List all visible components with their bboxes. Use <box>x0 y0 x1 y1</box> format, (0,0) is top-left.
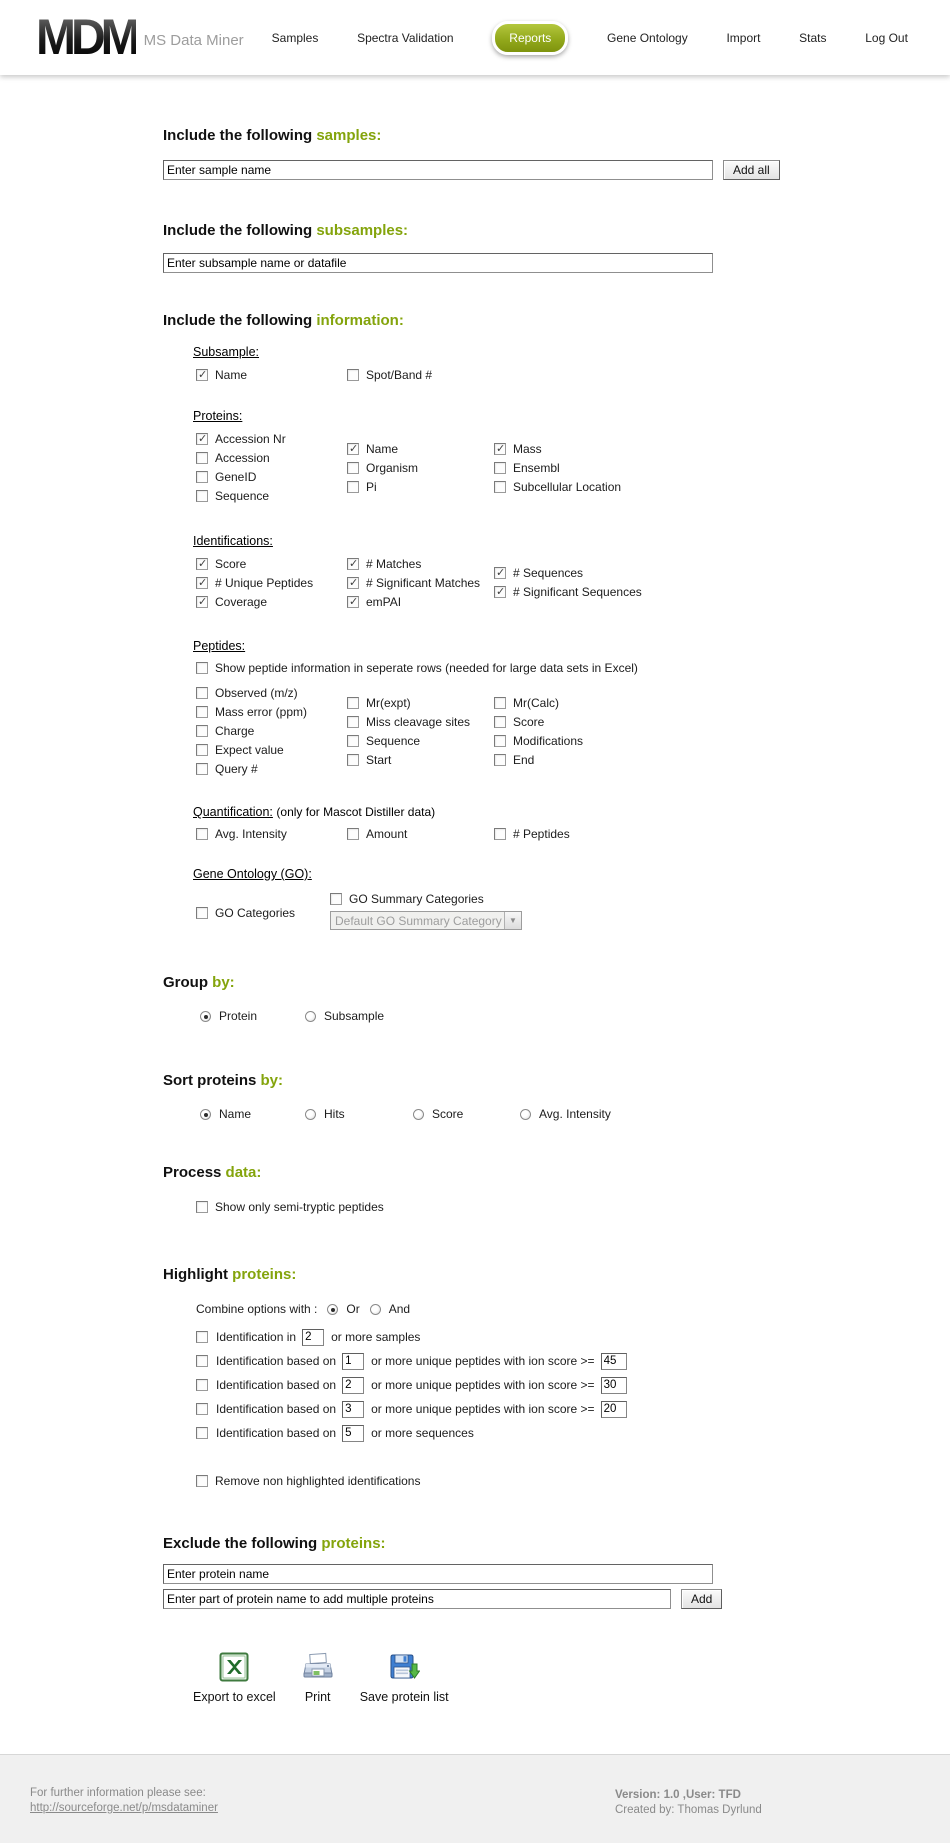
checkbox-box <box>196 1201 208 1213</box>
checkbox-label: # Matches <box>366 556 422 571</box>
exclude-heading: Exclude the following proteins: <box>163 1535 386 1552</box>
checkbox-box <box>196 907 208 919</box>
highlight-peptide-count-input[interactable] <box>342 1353 364 1370</box>
combine-options-row <box>196 1302 950 1316</box>
footer-info-line: For further information please see: <box>30 1787 206 1799</box>
checkbox-label: Mr(Calc) <box>513 695 559 710</box>
checkbox-amount[interactable] <box>347 824 494 843</box>
checkbox-sequences[interactable] <box>494 563 950 582</box>
checkbox-mass-error[interactable] <box>196 702 347 721</box>
checkbox-box <box>196 471 208 483</box>
sort-by-heading: Sort proteins by: <box>163 1072 284 1089</box>
radio-sort-hits[interactable] <box>305 1107 413 1121</box>
checkbox-spot-band[interactable] <box>347 365 494 384</box>
highlight-peptide-count-input[interactable] <box>342 1401 364 1418</box>
combine-options-label: Combine options with : <box>196 1302 318 1316</box>
radio-label: Avg. Intensity <box>539 1107 611 1121</box>
checkbox-box[interactable] <box>196 1331 208 1343</box>
group-subsample <box>193 345 950 384</box>
checkbox-organism[interactable] <box>347 458 494 477</box>
checkbox-expect-value[interactable] <box>196 740 347 759</box>
radio-group-subsample[interactable] <box>305 1009 384 1023</box>
checkbox-mr-calc[interactable] <box>494 693 950 712</box>
checkbox-box[interactable] <box>196 1379 208 1391</box>
highlight-ion-score-input[interactable] <box>601 1353 627 1370</box>
checkbox-label: Accession <box>215 450 270 465</box>
save-icon <box>388 1652 420 1687</box>
checkbox-label: Avg. Intensity <box>215 826 287 841</box>
checkbox-box <box>196 452 208 464</box>
checkbox-accession[interactable] <box>196 448 347 467</box>
checkbox-label: GO Categories <box>215 905 296 920</box>
checkbox-box <box>347 697 359 709</box>
action-label: Print <box>304 1690 331 1704</box>
checkbox-label: Sequence <box>366 733 421 748</box>
checkbox-box <box>494 716 506 728</box>
checkbox-label: Expect value <box>215 742 284 757</box>
checkbox-box <box>494 567 506 579</box>
checkbox-label: Modifications <box>513 733 584 748</box>
action-buttons <box>193 1652 950 1704</box>
checkbox-protein-name[interactable] <box>347 439 494 458</box>
checkbox-significant-sequences[interactable] <box>494 582 950 601</box>
group-subsample-title: Subsample: <box>193 345 260 359</box>
checkbox-box <box>196 828 208 840</box>
checkbox-box <box>347 462 359 474</box>
chevron-down-icon: ▼ <box>504 912 521 929</box>
checkbox-label: Ensembl <box>513 460 560 475</box>
checkbox-label: Pi <box>366 479 377 494</box>
checkbox-box <box>196 577 208 589</box>
checkbox-label: Mr(expt) <box>366 695 411 710</box>
radio-icon <box>305 1011 316 1022</box>
add-all-button[interactable]: Add all <box>723 160 780 180</box>
subsample-name-input[interactable] <box>163 253 713 273</box>
group-peptides-title: Peptides: <box>193 639 246 653</box>
samples-heading: Include the following samples: <box>163 127 382 144</box>
sort-by-options <box>200 1107 950 1121</box>
radio-group-protein[interactable] <box>200 1009 305 1023</box>
checkbox-label: Show only semi-tryptic peptides <box>215 1199 384 1214</box>
checkbox-score[interactable] <box>196 554 347 573</box>
highlight-row-sequences: Identification based on 5 or more sequences <box>196 1421 950 1445</box>
highlight-sequence-count-input[interactable] <box>342 1425 364 1442</box>
checkbox-box <box>196 706 208 718</box>
export-to-excel-button[interactable] <box>193 1652 276 1704</box>
checkbox-geneid[interactable] <box>196 467 347 486</box>
add-button[interactable]: Add <box>681 1589 722 1609</box>
checkbox-unique-peptides[interactable] <box>196 573 347 592</box>
checkbox-label: Miss cleavage sites <box>366 714 471 729</box>
checkbox-peptide-sequence[interactable] <box>347 731 494 750</box>
nav-stats[interactable]: Stats <box>799 30 827 45</box>
checkbox-box[interactable] <box>196 1403 208 1415</box>
checkbox-num-peptides[interactable] <box>494 824 950 843</box>
checkbox-accession-nr[interactable] <box>196 429 347 448</box>
checkbox-go-categories[interactable] <box>196 903 330 922</box>
checkbox-label: Coverage <box>215 594 268 609</box>
radio-sort-score[interactable] <box>413 1107 520 1121</box>
checkbox-charge[interactable] <box>196 721 347 740</box>
save-protein-list-button[interactable] <box>360 1652 449 1704</box>
checkbox-label: # Peptides <box>513 826 570 841</box>
checkbox-label: Observed (m/z) <box>215 685 298 700</box>
checkbox-box <box>347 735 359 747</box>
radio-label: Name <box>219 1107 252 1121</box>
checkbox-label: Start <box>366 752 392 767</box>
checkbox-label: # Significant Matches <box>366 575 481 590</box>
checkbox-mass[interactable] <box>494 439 950 458</box>
highlight-rows <box>196 1325 950 1445</box>
group-identifications-title: Identifications: <box>193 534 273 548</box>
radio-sort-name[interactable] <box>200 1107 305 1121</box>
go-summary-select-value: Default GO Summary Category <box>335 913 502 928</box>
radio-label: And <box>388 1302 411 1316</box>
checkbox-label: Mass <box>513 441 542 456</box>
radio-icon <box>327 1304 338 1315</box>
checkbox-label: End <box>513 752 535 767</box>
radio-label: Hits <box>324 1107 345 1121</box>
checkbox-box <box>347 754 359 766</box>
action-label: Export to excel <box>193 1690 276 1704</box>
checkbox-subsample-name[interactable] <box>196 365 347 384</box>
highlight-row-peptides-20: Identification based on 3 or more unique peptides with ion score >= 20 <box>196 1397 950 1421</box>
checkbox-box <box>196 369 208 381</box>
checkbox-end[interactable] <box>494 750 950 769</box>
checkbox-protein-sequence[interactable] <box>196 486 347 505</box>
checkbox-label: # Sequences <box>513 565 584 580</box>
action-label: Save protein list <box>359 1690 449 1704</box>
checkbox-label: Query # <box>215 761 258 776</box>
checkbox-pi[interactable] <box>347 477 494 496</box>
checkbox-start[interactable] <box>347 750 494 769</box>
checkbox-label: Mass error (ppm) <box>215 704 308 719</box>
group-by-options <box>200 1009 950 1023</box>
header <box>0 0 950 75</box>
group-gene-ontology-title: Gene Ontology (GO): <box>193 867 312 881</box>
process-data-heading: Process data: <box>163 1164 262 1181</box>
nav-import[interactable]: Import <box>726 30 761 45</box>
exclude-protein-partial-input[interactable] <box>163 1589 671 1609</box>
checkbox-peptide-score[interactable] <box>494 712 950 731</box>
checkbox-box <box>196 433 208 445</box>
checkbox-matches[interactable] <box>347 554 494 573</box>
checkbox-subcellular-location[interactable] <box>494 477 950 496</box>
checkbox-significant-matches[interactable] <box>347 573 494 592</box>
printer-icon <box>302 1652 334 1687</box>
content <box>0 75 950 1704</box>
footer <box>0 1754 950 1843</box>
nav-reports[interactable]: Reports <box>492 21 568 55</box>
footer-meta <box>615 1788 762 1818</box>
group-quantification <box>193 805 950 843</box>
highlight-row-samples: Identification in 2 or more samples <box>196 1325 950 1349</box>
group-gene-ontology <box>193 867 950 930</box>
nav-gene-ontology[interactable]: Gene Ontology <box>607 30 688 45</box>
radio-icon <box>305 1109 316 1120</box>
radio-combine-and[interactable] <box>370 1302 410 1316</box>
group-peptides <box>193 639 950 778</box>
highlight-samples-count-input[interactable] <box>302 1329 324 1346</box>
checkbox-box <box>196 725 208 737</box>
checkbox-box <box>494 828 506 840</box>
mdm-logo: MDM <box>36 9 136 65</box>
checkbox-empai[interactable] <box>347 592 494 611</box>
highlight-ion-score-input[interactable] <box>601 1401 627 1418</box>
footer-created-by: Created by: Thomas Dyrlund <box>615 1804 762 1816</box>
checkbox-label: Accession Nr <box>215 431 286 446</box>
samples-input-row <box>163 160 950 180</box>
checkbox-box <box>494 443 506 455</box>
exclude-protein-input[interactable] <box>163 1564 713 1584</box>
go-summary-select[interactable] <box>330 911 522 930</box>
checkbox-box <box>347 558 359 570</box>
footer-info <box>30 1786 218 1816</box>
highlight-heading: Highlight proteins: <box>163 1266 297 1283</box>
checkbox-box[interactable] <box>196 1355 208 1367</box>
checkbox-miss-cleavage[interactable] <box>347 712 494 731</box>
checkbox-ensembl[interactable] <box>494 458 950 477</box>
nav-spectra-validation[interactable]: Spectra Validation <box>357 30 454 45</box>
highlight-row-peptides-45: Identification based on 1 or more unique peptides with ion score >= 45 <box>196 1349 950 1373</box>
checkbox-box <box>347 369 359 381</box>
checkbox-box <box>494 697 506 709</box>
checkbox-query[interactable] <box>196 759 347 778</box>
checkbox-box <box>196 763 208 775</box>
highlight-peptide-count-input[interactable] <box>342 1377 364 1394</box>
radio-sort-avg-intensity[interactable] <box>520 1107 611 1121</box>
checkbox-box <box>494 735 506 747</box>
checkbox-box <box>494 586 506 598</box>
checkbox-box <box>347 443 359 455</box>
radio-icon <box>413 1109 424 1120</box>
subsamples-input-row <box>163 253 950 273</box>
radio-icon <box>370 1304 381 1315</box>
excel-icon <box>219 1652 249 1687</box>
checkbox-label: Spot/Band # <box>366 367 433 382</box>
information-heading: Include the following information: <box>163 312 404 329</box>
group-proteins-title: Proteins: <box>193 409 243 423</box>
checkbox-box <box>347 828 359 840</box>
checkbox-box <box>196 744 208 756</box>
nav-logout[interactable]: Log Out <box>865 30 908 45</box>
checkbox-box <box>330 893 342 905</box>
checkbox-label: Amount <box>366 826 408 841</box>
checkbox-semi-tryptic[interactable] <box>196 1197 950 1216</box>
radio-icon <box>520 1109 531 1120</box>
checkbox-avg-intensity[interactable] <box>196 824 347 843</box>
checkbox-remove-non-highlighted[interactable] <box>196 1471 950 1490</box>
radio-label: Subsample <box>324 1009 385 1023</box>
checkbox-label: GeneID <box>215 469 257 484</box>
checkbox-box <box>196 662 208 674</box>
checkbox-box <box>494 481 506 493</box>
checkbox-box <box>494 462 506 474</box>
group-proteins <box>193 409 950 505</box>
checkbox-label: Remove non highlighted identifications <box>215 1473 421 1488</box>
radio-label: Score <box>432 1107 464 1121</box>
checkbox-label: Score <box>215 556 247 571</box>
checkbox-label: # Unique Peptides <box>215 575 314 590</box>
checkbox-label: Organism <box>366 460 419 475</box>
highlight-row-peptides-30: Identification based on 2 or more unique peptides with ion score >= 30 <box>196 1373 950 1397</box>
checkbox-box <box>347 577 359 589</box>
checkbox-label: # Significant Sequences <box>513 584 642 599</box>
checkbox-coverage[interactable] <box>196 592 347 611</box>
checkbox-label: Name <box>215 367 248 382</box>
subsamples-heading: Include the following subsamples: <box>163 222 409 239</box>
checkbox-box <box>196 596 208 608</box>
radio-icon <box>200 1109 211 1120</box>
checkbox-box <box>347 716 359 728</box>
checkbox-label: emPAI <box>366 594 402 609</box>
checkbox-box <box>196 558 208 570</box>
radio-combine-or[interactable] <box>327 1302 359 1316</box>
checkbox-label: Show peptide information in seperate rows (needed for large data sets in Excel) <box>215 660 638 675</box>
checkbox-label: Charge <box>215 723 255 738</box>
checkbox-label: Subcellular Location <box>513 479 622 494</box>
group-by-heading: Group by: <box>163 974 235 991</box>
radio-label: Protein <box>219 1009 258 1023</box>
sample-name-input[interactable] <box>163 160 713 180</box>
checkbox-box[interactable] <box>196 1427 208 1439</box>
logo-tagline: MS Data Miner <box>143 32 244 49</box>
radio-icon <box>200 1011 211 1022</box>
checkbox-box <box>196 687 208 699</box>
checkbox-separate-rows[interactable] <box>196 658 950 677</box>
checkbox-label: GO Summary Categories <box>349 891 484 906</box>
checkbox-modifications[interactable] <box>494 731 950 750</box>
checkbox-go-summary-categories[interactable] <box>330 889 522 908</box>
checkbox-box <box>347 596 359 608</box>
checkbox-mr-expt[interactable] <box>347 693 494 712</box>
sourceforge-link[interactable]: http://sourceforge.net/p/msdataminer <box>30 1802 218 1814</box>
checkbox-observed-mz[interactable] <box>196 683 347 702</box>
group-quantification-title: Quantification: (only for Mascot Distiller data) <box>193 805 436 819</box>
print-button[interactable] <box>302 1652 334 1704</box>
highlight-ion-score-input[interactable] <box>601 1377 627 1394</box>
checkbox-label: Name <box>366 441 399 456</box>
checkbox-box <box>196 490 208 502</box>
checkbox-box <box>347 481 359 493</box>
checkbox-box <box>196 1475 208 1487</box>
radio-label: Or <box>346 1302 360 1316</box>
checkbox-box <box>494 754 506 766</box>
footer-version: Version: 1.0 ,User: TFD <box>615 1789 741 1801</box>
group-identifications <box>193 534 950 611</box>
main-nav <box>272 21 908 55</box>
nav-samples[interactable]: Samples <box>271 30 319 45</box>
exclude-multi-row <box>163 1589 950 1609</box>
checkbox-label: Sequence <box>215 488 270 503</box>
checkbox-label: Score <box>513 714 545 729</box>
